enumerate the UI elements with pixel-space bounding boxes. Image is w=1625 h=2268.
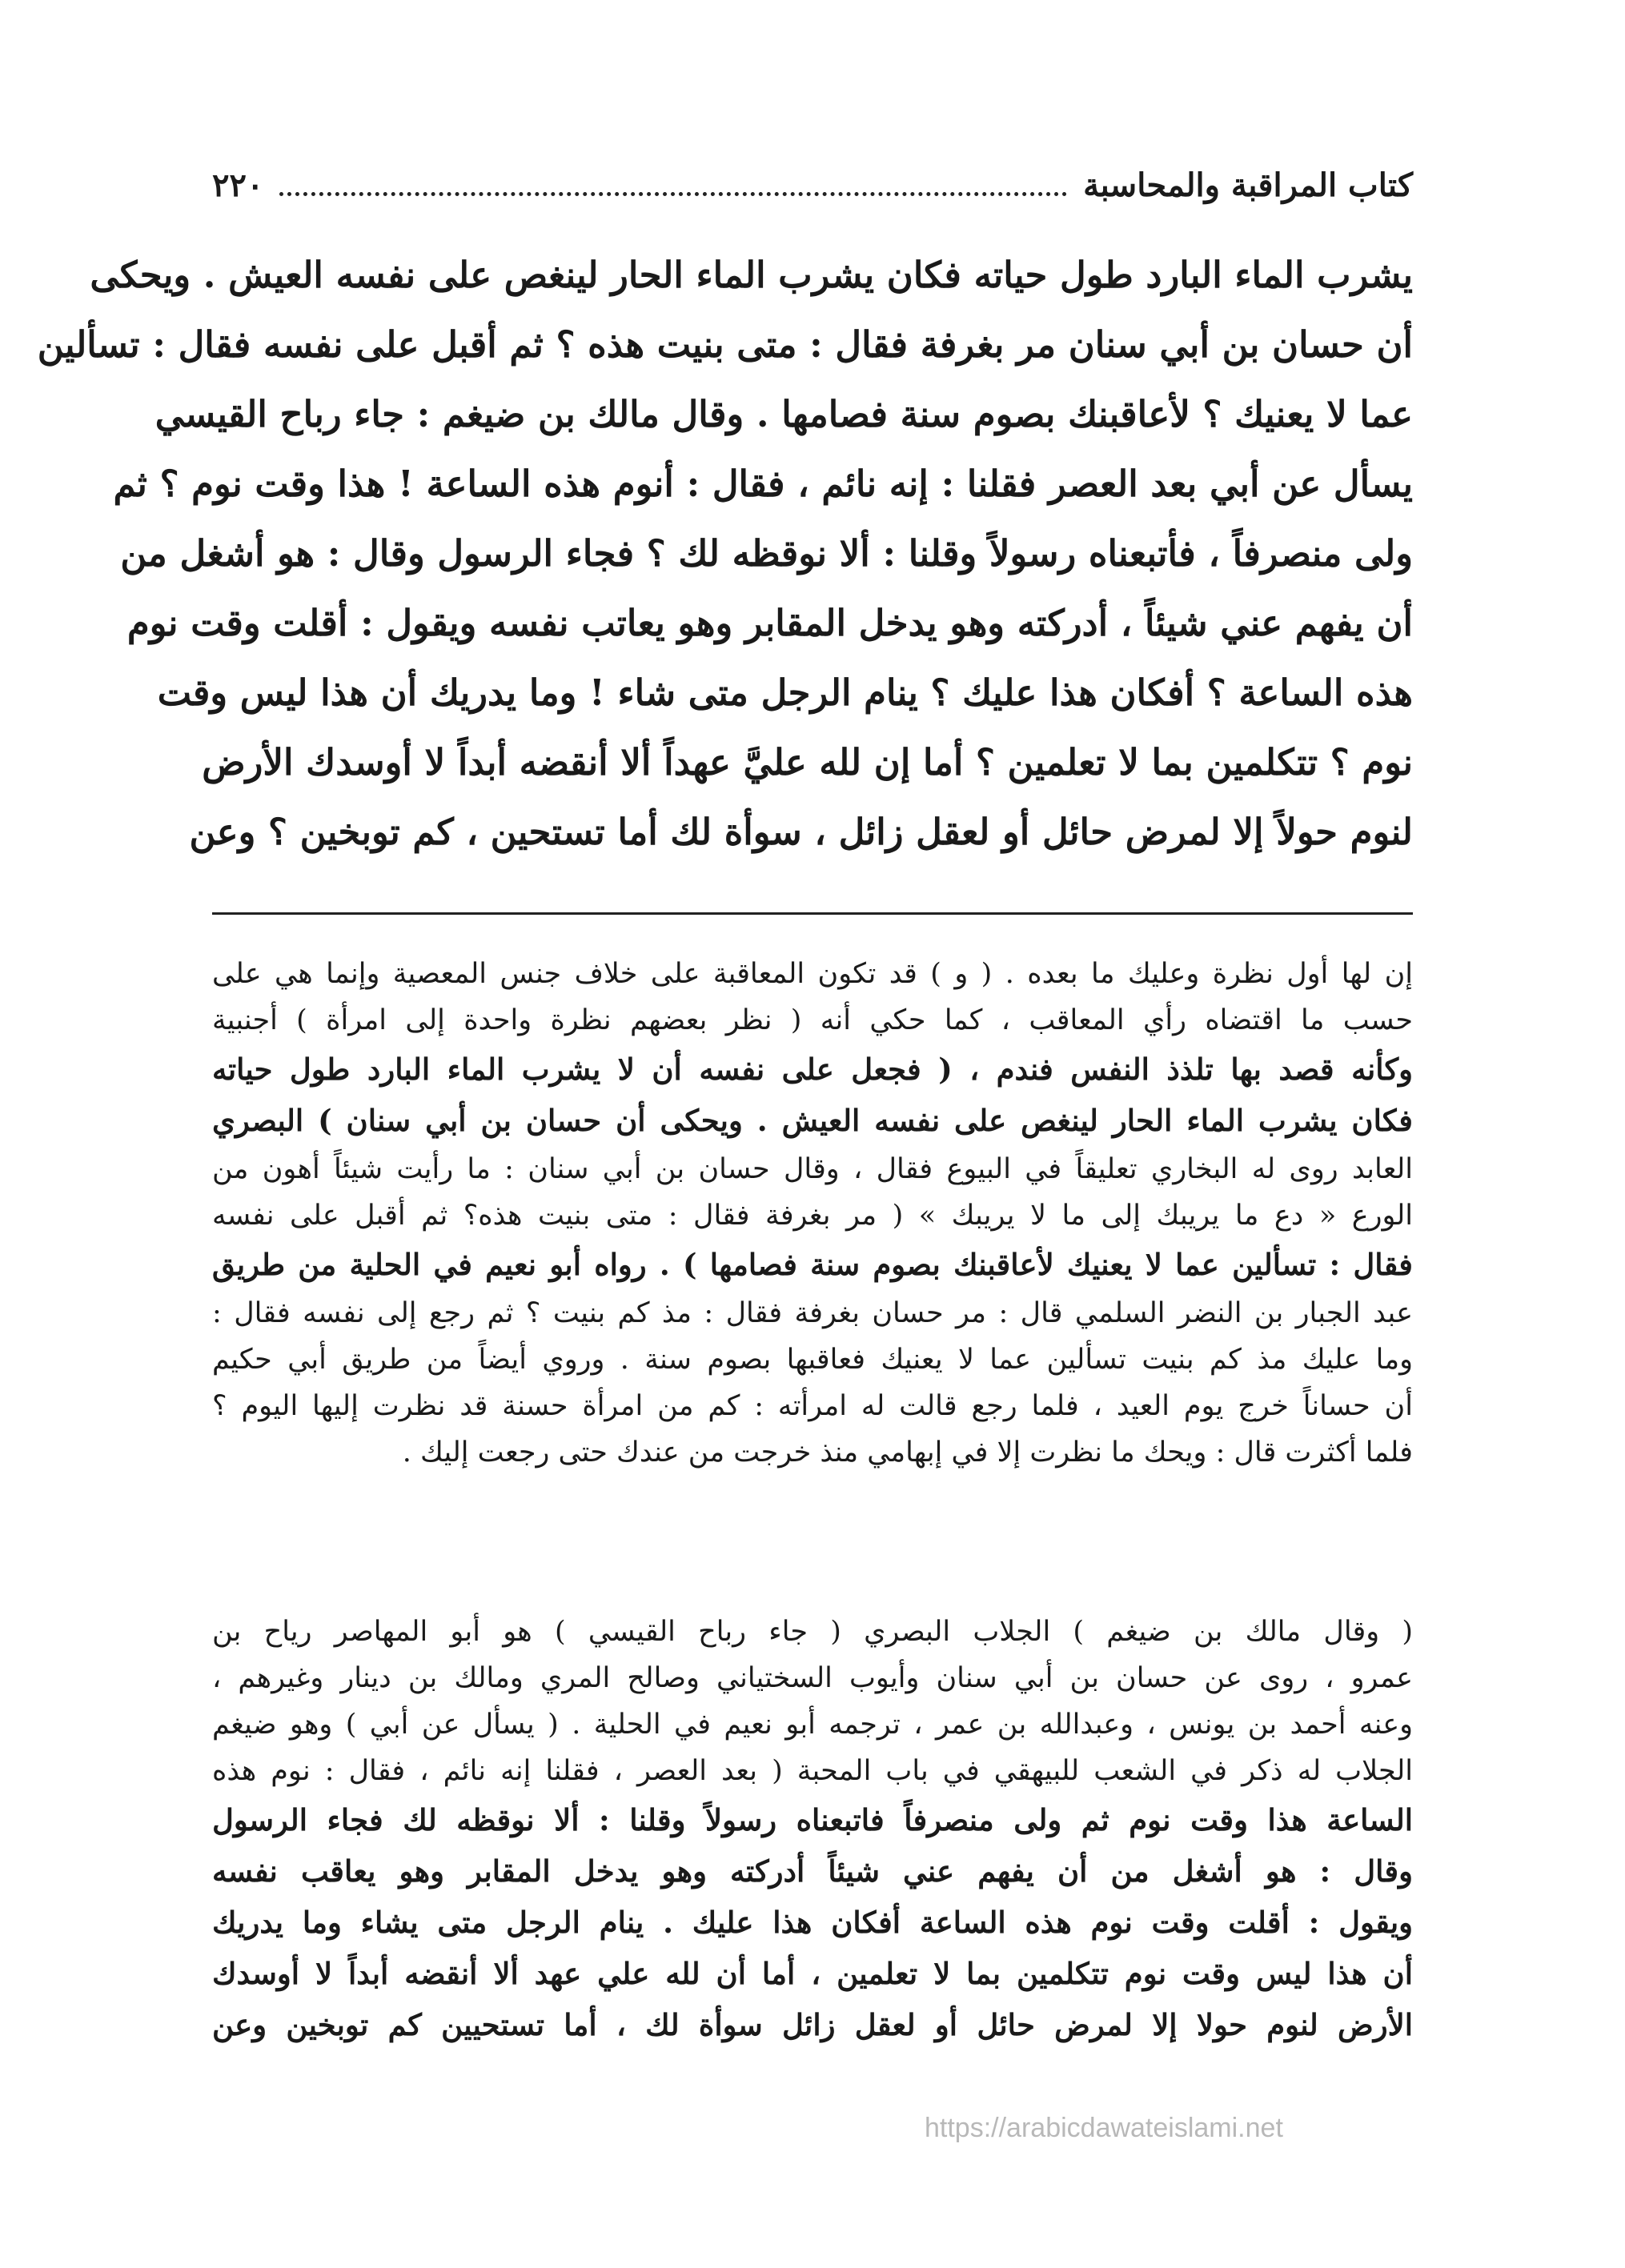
main-text-line: ولى منصرفاً ، فأتبعناه رسولاً وقلنا : ألا نوقظه لك ؟ فجاء الرسول وقال : هو أشغل من (120, 532, 1413, 575)
commentary-line: حسب ما اقتضاه رأي المعاقب ، كما حكي أنه ( نظر بعضهم نظرة واحدة إلى امرأة ) أجنبية (212, 1004, 1413, 1036)
commentary-line: الأرض لنوم حولا إلا لمرض حائل أو لعقل زائل سوأة لك ، أما تستحيين كم توبخين وعن (212, 2007, 1413, 2042)
running-header (212, 156, 1413, 204)
commentary-line: إن لها أول نظرة وعليك ما بعده . ( و ) قد تكون المعاقبة على خلاف جنس المعصية وإنما هي على (212, 958, 1413, 990)
book-title: كتاب المراقبة والمحاسبة (1083, 166, 1413, 204)
main-text-line: يشرب الماء البارد طول حياته فكان يشرب الماء الحار لينغص على نفسه العيش . ويحكى (90, 254, 1413, 296)
commentary-line: فكان يشرب الماء الحار لينغص على نفسه العيش . ويحكى أن حسان بن أبي سنان ) البصري (212, 1103, 1413, 1138)
commentary-line: فقال : تسألين عما لا يعنيك لأعاقبنك بصوم سنة فصامها ) . رواه أبو نعيم في الحلية من طريق (212, 1247, 1413, 1282)
main-text-line: يسأل عن أبي بعد العصر فقلنا : إنه نائم ، فقال : أنوم هذه الساعة ! هذا وقت نوم ؟ ثم (113, 463, 1413, 505)
commentary-block-2 (212, 1609, 1413, 2050)
main-text-line: نوم ؟ تتكلمين بما لا تعلمين ؟ أما إن لله عليَّ عهداً ألا أنقضه أبداً لا أوسدك الأرض (202, 741, 1413, 783)
main-text-line: لنوم حولاً إلا لمرض حائل أو لعقل زائل ، سوأة لك أما تستحين ، كم توبخين ؟ وعن (189, 811, 1413, 853)
main-text-line: هذه الساعة ؟ أفكان هذا عليك ؟ ينام الرجل متى شاء ! وما يدريك أن هذا ليس وقت (157, 671, 1413, 714)
commentary-line: ( وقال مالك بن ضيغم ) الجلاب البصري ( جاء رباح القيسي ) هو أبو المهاصر رياح بن (212, 1616, 1413, 1648)
commentary-line: وقال : هو أشغل من أن يفهم عني شيئاً أدركته وهو يدخل المقابر وهو يعاقب نفسه (212, 1853, 1413, 1889)
main-text-line: أن حسان بن أبي سنان مر بغرفة فقال : متى بنيت هذه ؟ ثم أقبل على نفسه فقال : تسألين (37, 323, 1413, 366)
commentary-line: عبد الجبار بن النضر السلمي قال : مر حسان بغرفة فقال : مذ كم بنيت ؟ ثم رجع إلى نفسه فقال : (212, 1297, 1413, 1329)
commentary-line: وكأنه قصد بها تلذذ النفس فندم ، ( فجعل على نفسه أن لا يشرب الماء البارد طول حياته (212, 1052, 1413, 1087)
main-text-line: عما لا يعنيك ؟ لأعاقبنك بصوم سنة فصامها . وقال مالك بن ضيغم : جاء رباح القيسي (154, 393, 1413, 435)
main-text-line: أن يفهم عني شيئاً ، أدركته وهو يدخل المقابر وهو يعاتب نفسه ويقول : أقلت وقت نوم (126, 602, 1413, 644)
header-dot-leader (279, 192, 1067, 196)
watermark-url: https://arabicdawateislami.net (925, 2113, 1283, 2143)
commentary-line: فلما أكثرت قال : ويحك ما نظرت إلا في إبهامي منذ خرجت من عندك حتى رجعت إليك . (402, 1437, 1413, 1469)
commentary-line: وعنه أحمد بن يونس ، وعبدالله بن عمر ، ترجمه أبو نعيم في الحلية . ( يسأل عن أبي ) وهو ضيغم (212, 1709, 1413, 1741)
commentary-line: ويقول : أقلت وقت نوم هذه الساعة أفكان هذا عليك . ينام الرجل متى يشاء وما يدريك (212, 1905, 1413, 1940)
commentary-line: عمرو ، روى عن حسان بن أبي سنان وأيوب السختياني وصالح المري ومالك بن دينار وغيرهم ، (212, 1662, 1413, 1694)
commentary-line: أن هذا ليس وقت نوم تتكلمين بما لا تعلمين ، أما أن لله علي عهد ألا أنقضه أبداً لا أوسدك (212, 1956, 1413, 1991)
commentary-line: أن حساناً خرج يوم العيد ، فلما رجع قالت له امرأته : كم من امرأة حسنة قد نظرت إليها اليوم ؟ (212, 1390, 1413, 1422)
commentary-line: وما عليك مذ كم بنيت تسألين عما لا يعنيك فعاقبها بصوم سنة . وروي أيضاً من طريق أبي حكيم (212, 1344, 1413, 1376)
main-text (37, 240, 1413, 867)
footnote-divider (212, 912, 1413, 915)
commentary-line: الورع « دع ما يريبك إلى ما لا يريبك » ( مر بغرفة فقال : متى بنيت هذه؟ ثم أقبل على نفسه (212, 1200, 1413, 1232)
commentary-line: الساعة هذا وقت نوم ثم ولى منصرفاً فاتبعناه رسولاً وقلنا : ألا نوقظه لك فجاء الرسول (212, 1802, 1413, 1837)
commentary-block-1 (212, 951, 1413, 1476)
commentary-line: العابد روى له البخاري تعليقاً في البيوع فقال ، وقال حسان بن أبي سنان : ما رأيت شيئاً أهون من (212, 1153, 1413, 1185)
page-number: ٢٢٠ (212, 166, 264, 204)
commentary-line: الجلاب له ذكر في الشعب للبيهقي في باب المحبة ( بعد العصر ، فقلنا إنه نائم ، فقال : نوم هذه (212, 1755, 1413, 1787)
